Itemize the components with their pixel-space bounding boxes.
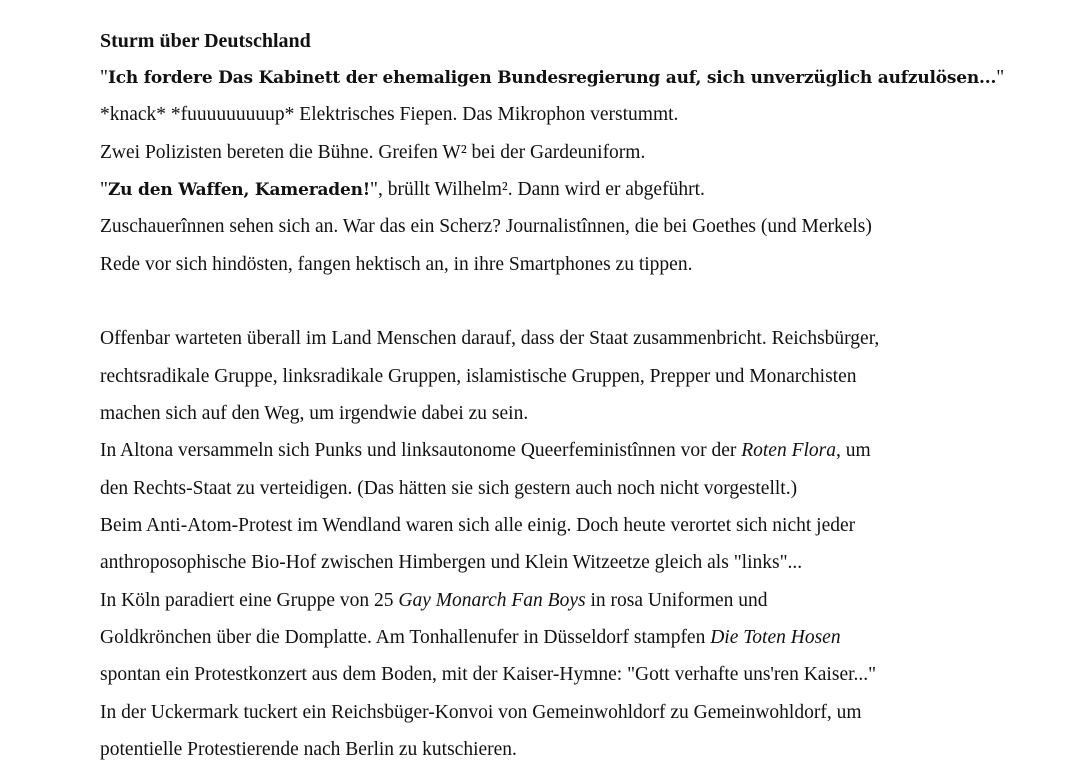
text-line-offenbar: Offenbar warteten überall im Land Menschen darauf, dass der Staat zusammenbricht. Reichsbürger, xyxy=(100,328,880,349)
quote-mark: " xyxy=(100,67,108,88)
text-fragment: , um xyxy=(836,440,871,461)
fraktur-quote: Ich fordere Das Kabinett der ehemaligen Bundesregierung auf, sich unverzüglich aufzulösen... xyxy=(107,68,997,88)
text-line-anti-atom: Beim Anti-Atom-Protest im Wendland waren sich alle einig. Doch heute verortet sich nicht jeder xyxy=(100,515,856,536)
text-line-spontan: spontan ein Protestkonzert aus dem Boden, mit der Kaiser-Hymne: "Gott verhafte uns'ren Kaiser..." xyxy=(100,664,877,685)
text-line-koeln xyxy=(100,589,768,613)
text-line-rede: Rede vor sich hindösten, fangen hektisch an, in ihre Smartphones zu tippen. xyxy=(100,254,693,275)
text-line-zuschauer: Zuschauerînnen sehen sich an. War das ein Scherz? Journalistînnen, die bei Goethes (und Merkels) xyxy=(100,216,872,237)
text-line-rechtsradikale: rechtsradikale Gruppe, linksradikale Gruppen, islamistische Gruppen, Prepper und Monarchisten xyxy=(100,366,857,387)
text-line-altona xyxy=(100,439,871,463)
document-title: Sturm über Deutschland xyxy=(100,30,311,52)
emphasis-die-toten-hosen: Die Toten Hosen xyxy=(710,627,841,648)
text-fragment: in rosa Uniformen und xyxy=(585,590,768,611)
text-line-potentielle: potentielle Protestierende nach Berlin zu kutschieren. xyxy=(100,739,517,760)
text-fragment: In Altona versammeln sich Punks und linksautonome Queerfeministînnen vor der xyxy=(100,440,742,461)
fraktur-shout: Zu den Waffen, Kameraden! xyxy=(107,180,370,200)
text-line-machen: machen sich auf den Weg, um irgendwie dabei zu sein. xyxy=(100,403,529,424)
text-fragment: ", brüllt Wilhelm². Dann wird er abgeführt. xyxy=(370,179,705,200)
quote-mark: " xyxy=(996,67,1005,88)
emphasis-gay-monarch-fan-boys: Gay Monarch Fan Boys xyxy=(398,590,586,611)
text-fragment: Goldkrönchen über die Domplatte. Am Tonhallenufer in Düsseldorf stampfen xyxy=(100,627,711,648)
text-line-uckermark: In der Uckermark tuckert ein Reichsbüger-Konvoi von Gemeinwohldorf zu Gemeinwohldorf, um xyxy=(100,702,862,723)
text-line-anthroposophische: anthroposophische Bio-Hof zwischen Himbergen und Klein Witzeetze gleich als "links"... xyxy=(100,552,803,573)
quote-mark: " xyxy=(100,179,108,200)
text-line-goldkroenchen xyxy=(100,626,841,650)
text-line-polizisten: Zwei Polizisten bereten die Bühne. Greifen W² bei der Gardeuniform. xyxy=(100,142,646,163)
text-line-rechts-staat: den Rechts-Staat zu verteidigen. (Das hätten sie sich gestern auch noch nicht vorgestellt.) xyxy=(100,478,798,499)
text-line-quote xyxy=(100,66,1004,90)
text-line-waffen xyxy=(100,178,705,202)
emphasis-roten-flora: Roten Flora xyxy=(741,440,836,461)
text-line-knack: *knack* *fuuuuuuuuup* Elektrisches Fiepen. Das Mikrophon verstummt. xyxy=(100,104,679,125)
text-fragment: In Köln paradiert eine Gruppe von 25 xyxy=(100,590,399,611)
